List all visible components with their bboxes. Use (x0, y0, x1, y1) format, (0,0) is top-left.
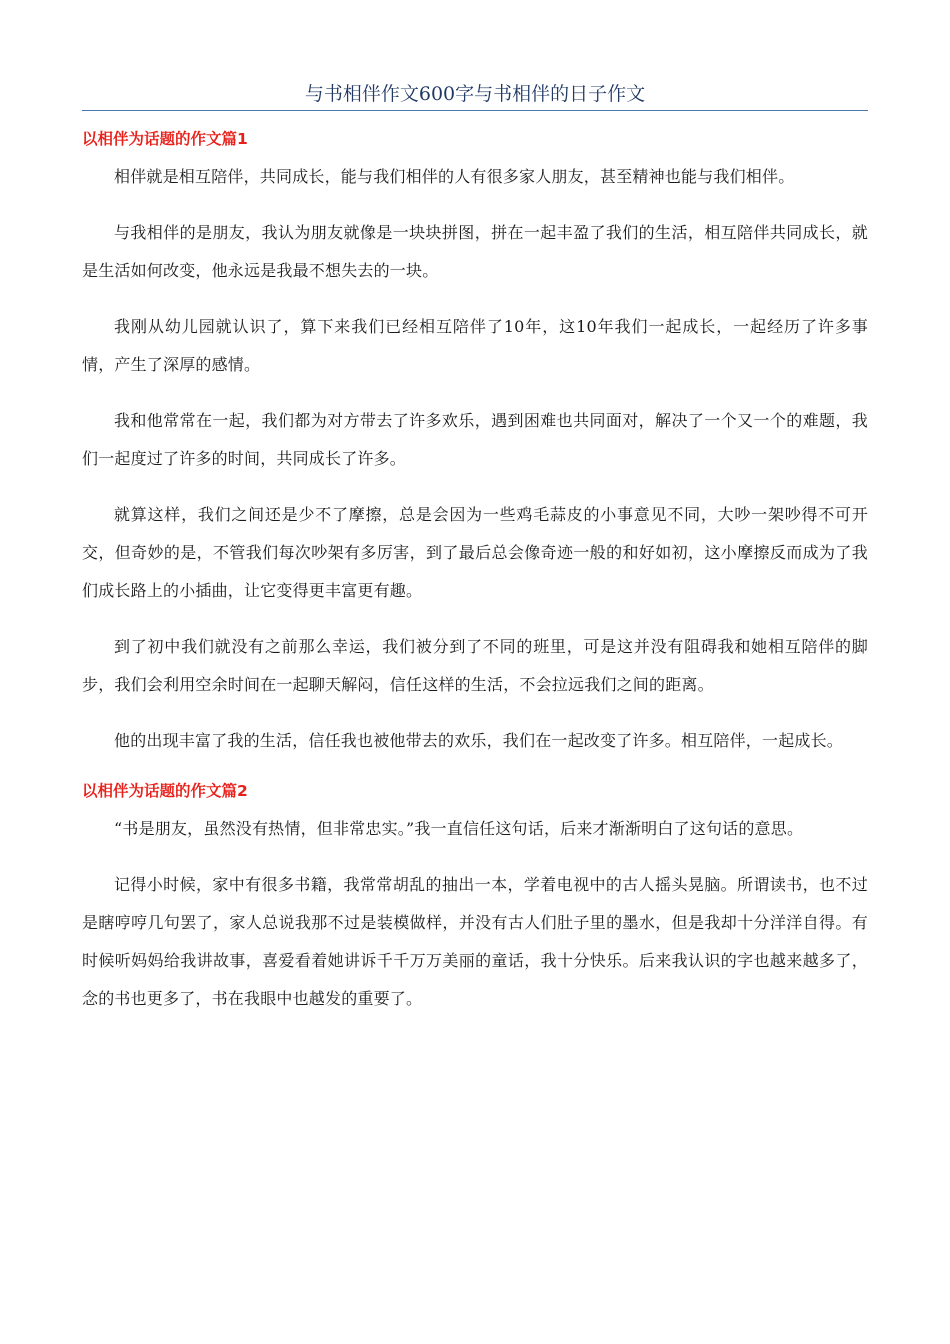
paragraph: 他的出现丰富了我的生活，信任我也被他带去的欢乐，我们在一起改变了许多。相互陪伴，一起成长。 (114, 731, 844, 750)
section-heading: 以相伴为话题的作文篇2 (82, 782, 248, 800)
section-heading: 以相伴为话题的作文篇1 (82, 130, 248, 148)
paragraph: 相伴就是相互陪伴，共同成长，能与我们相伴的人有很多家人朋友，甚至精神也能与我们相伴。 (114, 167, 795, 186)
paragraph: 到了初中我们就没有之前那么幸运，我们被分到了不同的班里，可是这并没有阻碍我和她相互陪伴的脚步，我们会利用空余时间在一起聊天解闷，信任这样的生活，不会拉远我们之间的距离。 (82, 637, 868, 694)
paragraph: 我刚从幼儿园就认识了，算下来我们已经相互陪伴了10年，这10年我们一起成长，一起经历了许多事情，产生了深厚的感情。 (82, 317, 868, 374)
paragraph: 就算这样，我们之间还是少不了摩擦，总是会因为一些鸡毛蒜皮的小事意见不同，大吵一架吵得不可开交，但奇妙的是，不管我们每次吵架有多厉害，到了最后总会像奇迹一般的和好如初，这小摩擦反而成为了我们成长路上的小插曲，让它变得更丰富更有趣。 (82, 505, 868, 600)
paragraph: 我和他常常在一起，我们都为对方带去了许多欢乐，遇到困难也共同面对，解决了一个又一个的难题，我们一起度过了许多的时间，共同成长了许多。 (82, 411, 868, 468)
paragraph: “书是朋友，虽然没有热情，但非常忠实。”我一直信任这句话，后来才渐渐明白了这句话的意思。 (114, 819, 804, 838)
paragraph: 与我相伴的是朋友，我认为朋友就像是一块块拼图，拼在一起丰盈了我们的生活，相互陪伴共同成长，就是生活如何改变，他永远是我最不想失去的一块。 (82, 223, 868, 280)
essay-section-1 (82, 126, 868, 760)
document-title: 与书相伴作文600字与书相伴的日子作文 (304, 83, 646, 105)
essay-section-2 (82, 778, 868, 1018)
document-body (82, 122, 868, 1036)
title-divider (82, 110, 868, 111)
paragraph: 记得小时候，家中有很多书籍，我常常胡乱的抽出一本，学着电视中的古人摇头晃脑。所谓读书，也不过是瞎哼哼几句罢了，家人总说我那不过是装模做样，并没有古人们肚子里的墨水，但是我却十分洋洋自得。有时候听妈妈给我讲故事，喜爱看着她讲诉千千万万美丽的童话，我十分快乐。后来我认识的字也越来越多了，念的书也更多了，书在我眼中也越发的重要了。 (82, 875, 868, 1008)
